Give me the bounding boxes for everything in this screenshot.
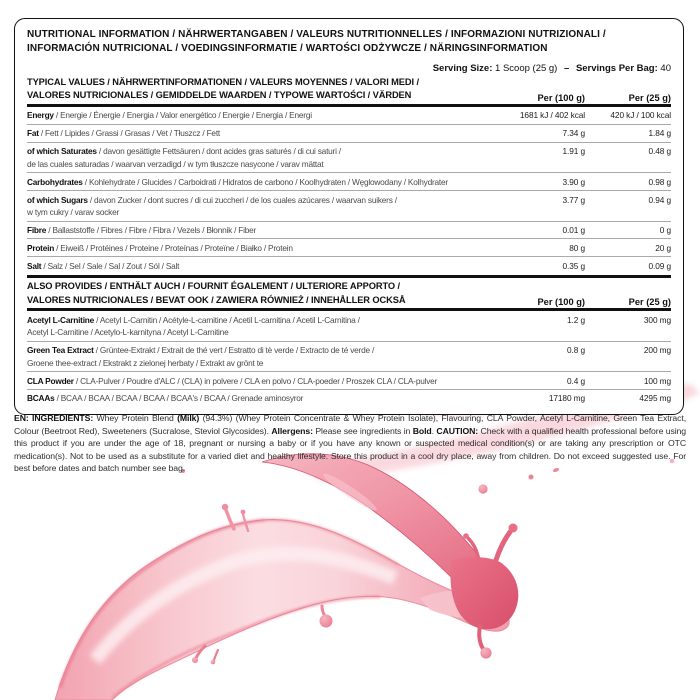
- value-per-100g: 3.90 g: [562, 176, 585, 187]
- ingredients-text: .: [431, 425, 437, 436]
- value-per-100g: 0.4 g: [567, 375, 585, 386]
- value-per-100g: 7.34 g: [562, 128, 585, 139]
- panel-title-line1: NUTRITIONAL INFORMATION / NÄHRWERTANGABEN / VALEURS NUTRITIONNELLES / INFORMAZIONI NUTRIZIONALI /: [27, 29, 606, 40]
- value-per-25g: 300 mg: [643, 314, 671, 325]
- nutrient-translations: / BCAA / BCAA / BCAA / BCAA / BCAA's / BCAA / Grenade aminosyror: [54, 393, 304, 404]
- also-provides-heading-line2: VALORES NUTRICIONALES / BEVAT OOK / ZAWIERA RÓWNIEŻ / INNEHÅLLER OCKSÅ: [27, 294, 406, 305]
- nutrient-row: [27, 256, 671, 274]
- nutrient-term: Protein: [27, 242, 55, 253]
- ingredients-paragraph: [14, 412, 686, 475]
- ingredients-bold-text: Allergens:: [271, 425, 316, 436]
- nutrient-translations-line2: w tym cukry / varav socker: [27, 207, 120, 218]
- value-per-25g: 420 kJ / 100 kcal: [610, 110, 671, 121]
- nutrient-term: Green Tea Extract: [27, 345, 94, 356]
- value-per-25g: 0.09 g: [648, 260, 671, 271]
- value-per-100g: 17180 mg: [548, 393, 585, 404]
- nutrient-label: [27, 392, 467, 404]
- nutrient-row: [27, 341, 671, 371]
- nutrient-label: [27, 260, 467, 272]
- serving-separator: –: [564, 63, 570, 74]
- nutrient-row: [27, 238, 671, 256]
- nutrient-row: [27, 172, 671, 190]
- nutrient-term: CLA Powder: [27, 375, 74, 386]
- nutrient-row: [27, 371, 671, 389]
- nutrient-label: [27, 375, 467, 387]
- nutrient-term: Salt: [27, 260, 42, 271]
- nutrient-label: [27, 344, 467, 369]
- nutrient-row: [27, 221, 671, 239]
- typical-values-heading: [27, 76, 467, 103]
- column-header-per-100g: Per (100 g): [537, 297, 585, 308]
- value-per-25g: 4295 mg: [639, 393, 671, 404]
- typical-values-rows: [27, 107, 671, 274]
- value-per-25g: 1.84 g: [648, 128, 671, 139]
- nutrient-term: of which Saturates: [27, 146, 97, 157]
- nutrient-label: [27, 145, 467, 170]
- nutrient-row: [27, 190, 671, 220]
- serving-info: [27, 63, 671, 74]
- also-provides-heading: [27, 280, 467, 307]
- ingredients-text: Whey Protein Blend: [96, 413, 178, 423]
- value-per-100g: 0.35 g: [562, 260, 585, 271]
- nutrient-label: [27, 314, 467, 339]
- nutrient-translations: / davon gesättigte Fettsäuren / dont acides gras saturés / di cui saturi /: [96, 146, 341, 157]
- nutrient-translations: / Energie / Énergie / Energia / Valor energético / Energie / Energia / Energi: [53, 110, 312, 121]
- nutrient-row: [27, 107, 671, 124]
- typical-values-heading-line1: TYPICAL VALUES / NÄHRWERTINFORMATIONEN / VALEURS MOYENNES / VALORI MEDI /: [27, 77, 419, 87]
- servings-per-bag-label: Servings Per Bag:: [575, 63, 658, 74]
- nutrient-translations: / CLA-Pulver / Poudre d'ALC / (CLA) in polvere / CLA en polvo / CLA-poeder / Proszek CLA / CLA-pulver: [73, 375, 438, 386]
- nutrient-row: [27, 142, 671, 172]
- nutrient-translations: / Eiweiß / Protéines / Proteine / Proteínas / Proteïne / Białko / Protein: [54, 242, 293, 253]
- nutrient-translations-line2: Groene thee-extract / Ekstrakt z zielonej herbaty / Extrakt av grönt te: [27, 357, 264, 368]
- value-per-100g: 1.91 g: [562, 146, 585, 157]
- value-per-25g: 0.98 g: [648, 176, 671, 187]
- nutrient-term: of which Sugars: [27, 194, 88, 205]
- nutrient-label: [27, 242, 467, 254]
- column-header-per-100g: Per (100 g): [537, 92, 585, 103]
- nutrient-translations: / Grüntee-Extrakt / Extrait de thé vert / Estratto di tè verde / Extracto de té verde /: [93, 345, 375, 356]
- value-per-100g: 3.77 g: [562, 194, 585, 205]
- value-per-100g: 0.8 g: [567, 345, 585, 356]
- nutrient-translations-line2: de las cuales saturadas / waarvan verzadigd / w tym tłuszcze nasycone / varav mättat: [27, 158, 324, 169]
- typical-values-heading-line2: VALORES NUTRICIONALES / GEMIDDELDE WAARDEN / TYPOWE WARTOŚCI / VÄRDEN: [27, 90, 412, 101]
- nutrient-translations: / Fett / Lipides / Grassi / Grasas / Vet / Tłuszcz / Fett: [38, 128, 221, 139]
- nutrient-term: Fibre: [27, 225, 47, 235]
- nutrient-label: [27, 224, 467, 236]
- servings-per-bag-value: 40: [660, 63, 671, 74]
- nutrient-row: [27, 311, 671, 340]
- ingredients-bold-text: Bold: [412, 425, 432, 436]
- column-header-per-25g: Per (25 g): [628, 92, 671, 103]
- value-per-25g: 100 mg: [643, 375, 671, 386]
- nutrient-term: Energy: [27, 110, 54, 121]
- serving-size-value: 1 Scoop (25 g): [495, 63, 558, 74]
- nutrient-label: [27, 127, 467, 139]
- nutrient-translations-line2: Acetyl L-Carnitine / Acetylo-L-karnityna / Acetyl L-Carnitine: [27, 327, 229, 338]
- nutrient-label: [27, 176, 467, 188]
- nutrient-term: Fat: [27, 128, 39, 139]
- ingredients-text: Check with a qualified health professional before using this product if you are under the age of 18, pregnant or nursing a baby or if you have any known or suspected medical condition(s) or are taking any prescription or OTC medication(s). Not to be used as a substitute for a varied diet and healthy lifestyle. Store this product in a cool dry place, away from children. Do not exceed suggested use. For best before dates and batch number see bag.: [14, 425, 687, 474]
- ingredients-bold-text: (Milk): [177, 413, 200, 423]
- nutrient-term: BCAAs: [27, 393, 55, 404]
- nutrient-translations: / Ballaststoffe / Fibres / Fibre / Fibra / Vezels / Błonnik / Fiber: [46, 225, 257, 235]
- nutrient-row: [27, 389, 671, 407]
- nutrient-translations: / Salz / Sel / Sale / Sal / Zout / Sól / Salt: [41, 260, 180, 271]
- nutrition-panel: [14, 18, 684, 415]
- nutrient-translations: / davon Zucker / dont sucres / di cui zuccheri / de los cuales azúcares / waarvan suikers /: [87, 194, 397, 205]
- ingredients-bold-text: CAUTION:: [436, 425, 481, 436]
- ingredients-text: Please see ingredients in: [315, 425, 413, 436]
- nutrient-term: Carbohydrates: [27, 176, 83, 187]
- also-provides-heading-line1: ALSO PROVIDES / ENTHÄLT AUCH / FOURNIT ÉGALEMENT / ULTERIORE APPORTO /: [27, 281, 400, 292]
- nutrient-label: [27, 194, 467, 219]
- value-per-100g: 1681 kJ / 402 kcal: [519, 110, 585, 121]
- value-per-25g: 0.94 g: [648, 194, 671, 205]
- nutrient-label: [27, 109, 467, 121]
- nutrient-translations: / Kohlehydrate / Glucides / Carboidrati / Hidratos de carbono / Koolhydraten / Węglowodany / Kolhydrater: [82, 176, 448, 187]
- nutrient-term: Acetyl L-Carnitine: [27, 314, 95, 325]
- also-provides-header: [27, 275, 671, 311]
- value-per-25g: 0.48 g: [648, 146, 671, 157]
- ingredients-bold-text: EN: INGREDIENTS:: [14, 413, 97, 423]
- value-per-100g: 1.2 g: [567, 314, 585, 325]
- value-per-25g: 200 mg: [643, 345, 671, 356]
- typical-values-header: [27, 76, 671, 107]
- value-per-25g: 0 g: [659, 225, 671, 235]
- ingredients-text: (94.3%) (Whey Protein Concentrate & Whey Protein Isolate), Flavouring, CLA Powder, Acetyl L-Carnitine, Green Tea Extract, Colour (Beetroot Red), Sweeteners (Sucralose, Steviol Glycosides).: [14, 413, 687, 436]
- value-per-100g: 0.01 g: [562, 225, 585, 235]
- value-per-25g: 20 g: [655, 242, 671, 253]
- panel-title: [27, 28, 671, 56]
- value-per-100g: 80 g: [569, 242, 585, 253]
- panel-title-line2: INFORMACIÓN NUTRICIONAL / VOEDINGSINFORMATIE / WARTOŚCI ODŻYWCZE / NÄRINGSINFORMATION: [27, 43, 548, 54]
- also-provides-rows: [27, 311, 671, 407]
- nutrient-row: [27, 124, 671, 142]
- column-header-per-25g: Per (25 g): [628, 297, 671, 308]
- serving-size-label: Serving Size:: [432, 63, 493, 74]
- nutrient-translations: / Acetyl L-Carnitin / Acétyle-L-carnitine / Acetil L-carnitina / Acetil L-Carnitina /: [94, 314, 360, 325]
